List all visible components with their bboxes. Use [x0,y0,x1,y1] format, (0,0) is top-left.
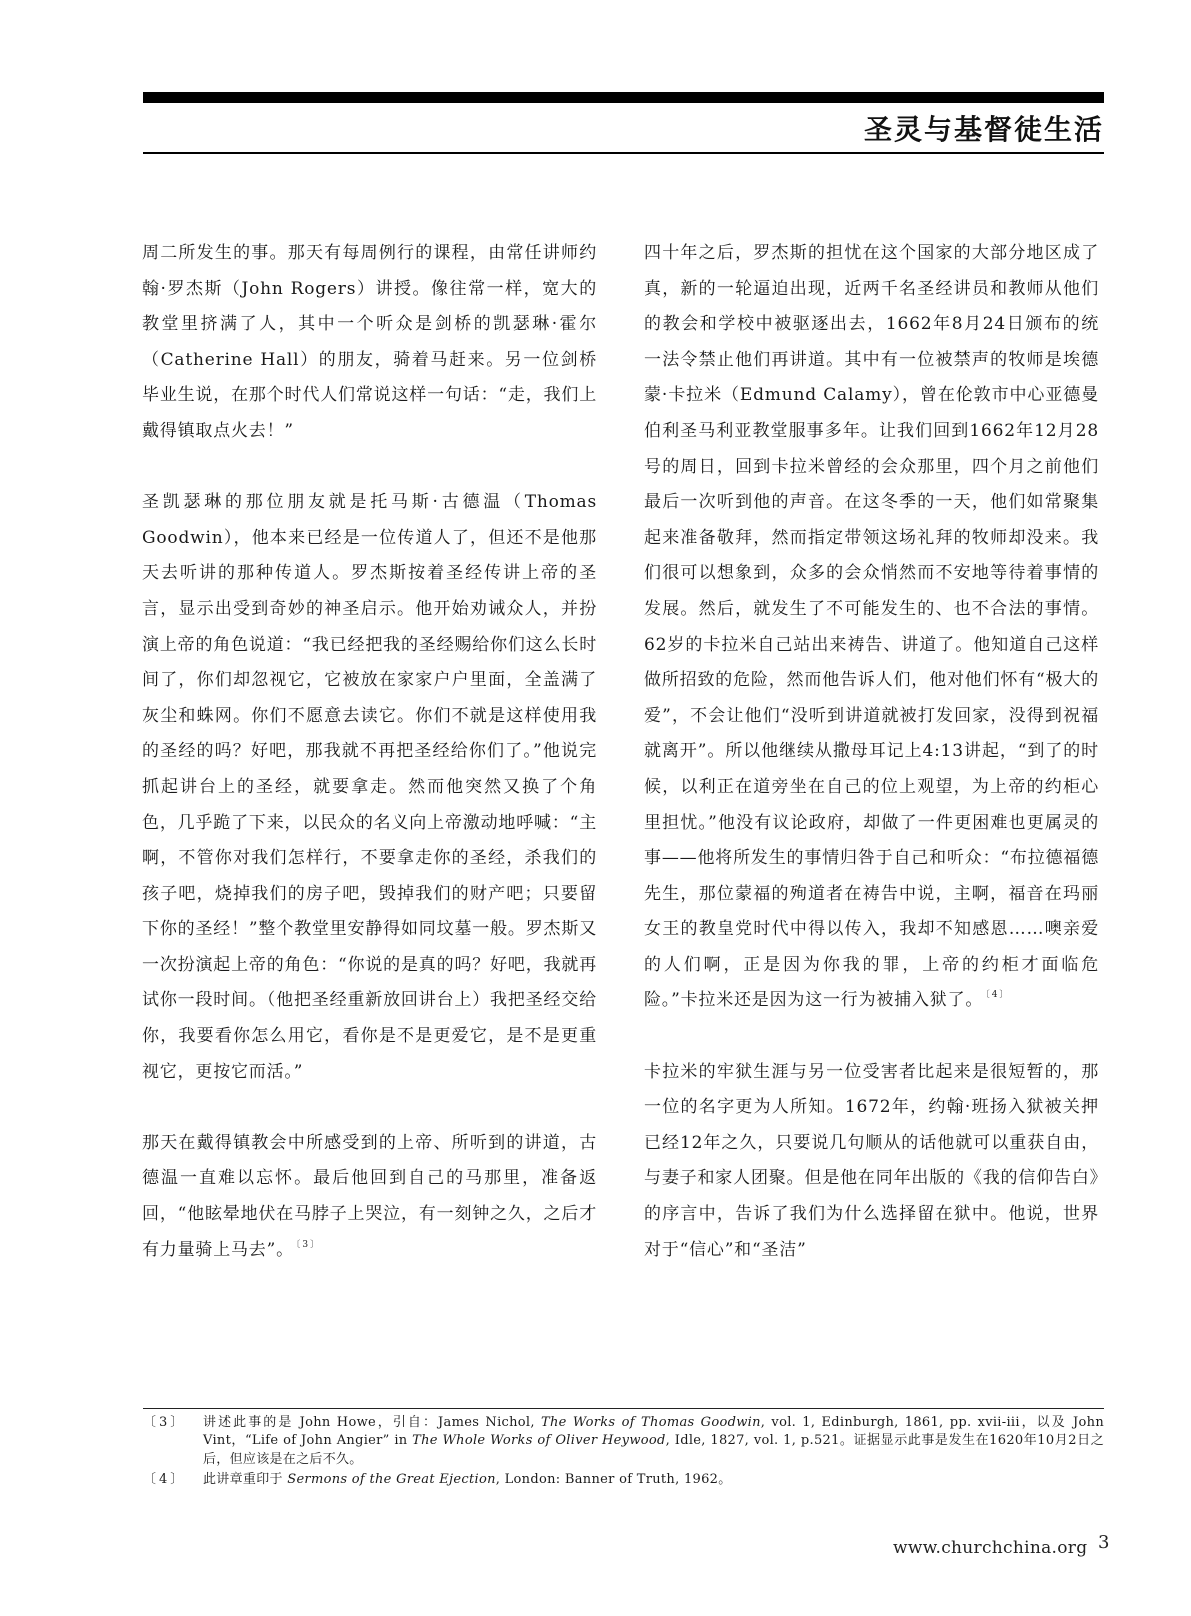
right-column [644,236,1099,1268]
footnote [143,1414,1104,1469]
website-url[interactable]: www.churchchina.org [893,1538,1088,1558]
paragraph: 周二所发生的事。那天有每周例行的课程，由常任讲师约翰·罗杰斯（John Rogers）讲授。像往常一样，宽大的教堂里挤满了人，其中一个听众是剑桥的凯瑟琳·霍尔（Catherine Hall）的朋友，骑着马赶来。另一位剑桥毕业生说，在那个时代人们常说这样一句话：“走，我们上戴得镇取点火去！” [142,243,597,441]
paragraph-text: 那天在戴得镇教会中所感受到的上帝、所听到的讲道，古德温一直难以忘怀。最后他回到自己的马那里，准备返回，“他眩晕地伏在马脖子上哭泣，有一刻钟之久，之后才有力量骑上马去”。 [142,1132,597,1260]
footnote-title: The Whole Works of Oliver Heywood [412,1433,666,1449]
footnote-text-part: , Idle, 1827, vol. 1, p.521。证据显示此事是发生在1620年10月2日之后，但应该是在之后不久。 [203,1433,1104,1467]
page-title: 圣灵与基督徒生活 [863,113,1104,146]
footnote-ref[interactable]: 〔4〕 [985,990,1011,1001]
left-column [142,236,597,1268]
footnote-mark: 〔3〕 [143,1415,187,1430]
footnote-text [203,1414,1104,1469]
footnote-title: The Works of Thomas Goodwin [541,1415,761,1430]
footnote [143,1471,1104,1489]
footnote-text-part: 讲述此事的是 John Howe，引自：James Nichol, [203,1415,541,1430]
paragraph-text: 四十年之后，罗杰斯的担忧在这个国家的大部分地区成了真，新的一轮逼迫出现，近两千名圣经讲员和教师从他们的教会和学校中被驱逐出去，1662年8月24日颁布的统一法令禁止他们再讲道。其中有一位被禁声的牧师是埃德蒙·卡拉米（Edmund Calamy），曾在伦敦市中心亚德曼伯利圣马利亚教堂服事多年。让我们回到1662年12月28号的周日，回到卡拉米曾经的会众那里，四个月之前他们最后一次听到他的声音。在这冬季的一天，他们如常聚集起来准备敬拜，然而指定带领这场礼拜的牧师却没来。我们很可以想象到，众多的会众悄然而不安地等待着事情的发展。然后，就发生了不可能发生的、也不合法的事情。62岁的卡拉米自己站出来祷告、讲道了。他知道自己这样做所招致的危险，然而他告诉人们，他对他们怀有“极大的爱”，不会让他们“没听到讲道就被打发回家，没得到祝福就离开”。所以他继续从撒母耳记上4:13讲起，“到了的时候，以利正在道旁坐在自己的位上观望，为上帝的约柜心里担忧。”他没有议论政府，却做了一件更困难也更属灵的事——他将所发生的事情归咎于自己和听众：“布拉德福德先生，那位蒙福的殉道者在祷告中说，主啊，福音在玛丽女王的教皇党时代中得以传入，我却不知感恩……噢亲爱的人们啊，正是因为你我的罪，上帝的约柜才面临危险。”卡拉米还是因为这一行为被捕入狱了。 [644,243,1099,1011]
footnote-text-part: , London: Banner of Truth, 1962。 [495,1472,732,1488]
paragraph: 卡拉米的牢狱生涯与另一位受害者比起来是很短暂的，那一位的名字更为人所知。1672年，约翰·班扬入狱被关押已经12年之久，只要说几句顺从的话他就可以重获自由，与妻子和家人团聚。但是他在同年出版的《我的信仰告白》的序言中，告诉了我们为什么选择留在狱中。他说，世界对于“信心”和“圣洁” [644,1061,1099,1260]
paragraph: 圣凯瑟琳的那位朋友就是托马斯·古德温（Thomas Goodwin），他本来已经是一位传道人了，但还不是他那天去听讲的那种传道人。罗杰斯按着圣经传讲上帝的圣言，显示出受到奇妙的神圣启示。他开始劝诫众人，并扮演上帝的角色说道：“我已经把我的圣经赐给你们这么长时间了，你们却忽视它，它被放在家家户户里面，全盖满了灰尘和蛛网。你们不愿意去读它。你们不就是这样使用我的圣经的吗？好吧，那我就不再把圣经给你们了。”他说完抓起讲台上的圣经，就要拿走。然而他突然又换了个角色，几乎跪了下来，以民众的名义向上帝激动地呼喊：“主啊，不管你对我们怎样行，不要拿走你的圣经，杀我们的孩子吧，烧掉我们的房子吧，毁掉我们的财产吧；只要留下你的圣经！”整个教堂里安静得如同坟墓一般。罗杰斯又一次扮演起上帝的角色：“你说的是真的吗？好吧，我就再试你一段时间。（他把圣经重新放回讲台上）我把圣经交给你，我要看你怎么用它，看你是不是更爱它，是不是更重视它，更按它而活。” [142,492,597,1082]
footnote-text-part: , vol. 1, Edinburgh, 1861, pp. xvii-iii，以及 John Vint，“Life of John Angier” in [203,1415,1104,1449]
footnote-text [203,1471,1104,1489]
footnote-title: Sermons of the Great Ejection [287,1472,496,1488]
footnote-ref[interactable]: 〔3〕 [295,1239,322,1250]
paragraph [142,1126,597,1268]
paragraph [644,236,1099,1019]
footnote-rule [143,1408,1104,1409]
footnote-text-part: 此讲章重印于 [203,1472,288,1488]
header-rule [143,152,1104,154]
footnotes [143,1414,1104,1492]
page-number: 3 [1098,1532,1110,1553]
footnote-mark: 〔4〕 [143,1472,187,1488]
header-top-bar [143,92,1104,103]
